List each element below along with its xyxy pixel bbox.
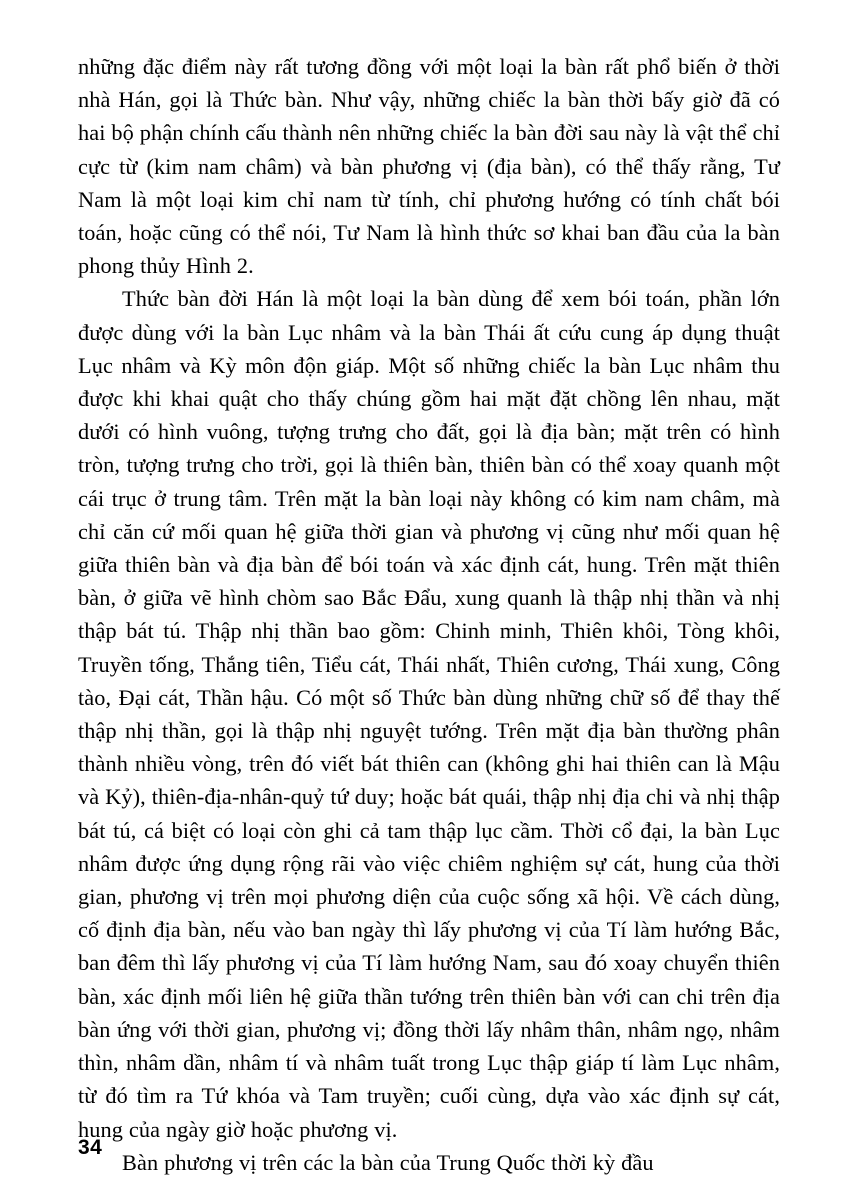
body-text-column bbox=[78, 50, 780, 1179]
paragraph-2: Thức bàn đời Hán là một loại la bàn dùng để xem bói toán, phần lớn được dùng với la bàn Lục nhâm và la bàn Thái ất cứu cung áp dụng thuật Lục nhâm và Kỳ môn độn giáp. Một số những chiếc la bàn Lục nhâm thu được khi khai quật cho thấy chúng gồm hai mặt đặt chồng lên nhau, mặt dưới có hình vuông, tượng trưng cho đất, gọi là địa bàn; mặt trên có hình tròn, tượng trưng cho trời, gọi là thiên bàn, thiên bàn có thể xoay quanh một cái trục ở trung tâm. Trên mặt la bàn loại này không có kim nam châm, mà chỉ căn cứ mối quan hệ giữa thời gian và phương vị cũng như mối quan hệ giữa thiên bàn và địa bàn để bói toán và xác định cát, hung. Trên mặt thiên bàn, ở giữa vẽ hình chòm sao Bắc Đẩu, xung quanh là thập nhị thần và nhị thập bát tú. Thập nhị thần bao gồm: Chinh minh, Thiên khôi, Tòng khôi, Truyền tống, Thắng tiên, Tiểu cát, Thái nhất, Thiên cương, Thái xung, Công tào, Đại cát, Thần hậu. Có một số Thức bàn dùng những chữ số để thay thế thập nhị thần, gọi là thập nhị nguyệt tướng. Trên mặt địa bàn thường phân thành nhiều vòng, trên đó viết bát thiên can (không ghi hai thiên can là Mậu và Kỷ), thiên-địa-nhân-quỷ tứ duy; hoặc bát quái, thập nhị địa chi và nhị thập bát tú, cá biệt có loại còn ghi cả tam thập lục cầm. Thời cổ đại, la bàn Lục nhâm được ứng dụng rộng rãi vào việc chiêm nghiệm sự cát, hung của thời gian, phương vị trên mọi phương diện của cuộc sống xã hội. Về cách dùng, cố định địa bàn, nếu vào ban ngày thì lấy phương vị của Tí làm hướng Bắc, ban đêm thì lấy phương vị của Tí làm hướng Nam, sau đó xoay chuyển thiên bàn, xác định mối liên hệ giữa thần tướng trên thiên bàn với can chi trên địa bàn ứng với thời gian, phương vị; đồng thời lấy nhâm thân, nhâm ngọ, nhâm thìn, nhâm dần, nhâm tí và nhâm tuất trong Lục thập giáp tí làm Lục nhâm, từ đó tìm ra Tứ khóa và Tam truyền; cuối cùng, dựa vào xác định sự cát, hung của ngày giờ hoặc phương vị. bbox=[78, 286, 780, 1142]
paragraph-1: những đặc điểm này rất tương đồng với một loại la bàn rất phổ biến ở thời nhà Hán, gọi là Thức bàn. Như vậy, những chiếc la bàn thời bấy giờ đã có hai bộ phận chính cấu thành nên những chiếc la bàn đời sau này là vật thể chỉ cực từ (kim nam châm) và bàn phương vị (địa bàn), có thể thấy rằng, Tư Nam là một loại kim chỉ nam từ tính, chỉ phương hướng có tính chất bói toán, hoặc cũng có thể nói, Tư Nam là hình thức sơ khai ban đầu của la bàn phong thủy Hình 2. bbox=[78, 54, 780, 279]
paragraph-3: Bàn phương vị trên các la bàn của Trung Quốc thời kỳ đầu bbox=[122, 1149, 654, 1175]
page-number: 34 bbox=[78, 1136, 103, 1159]
